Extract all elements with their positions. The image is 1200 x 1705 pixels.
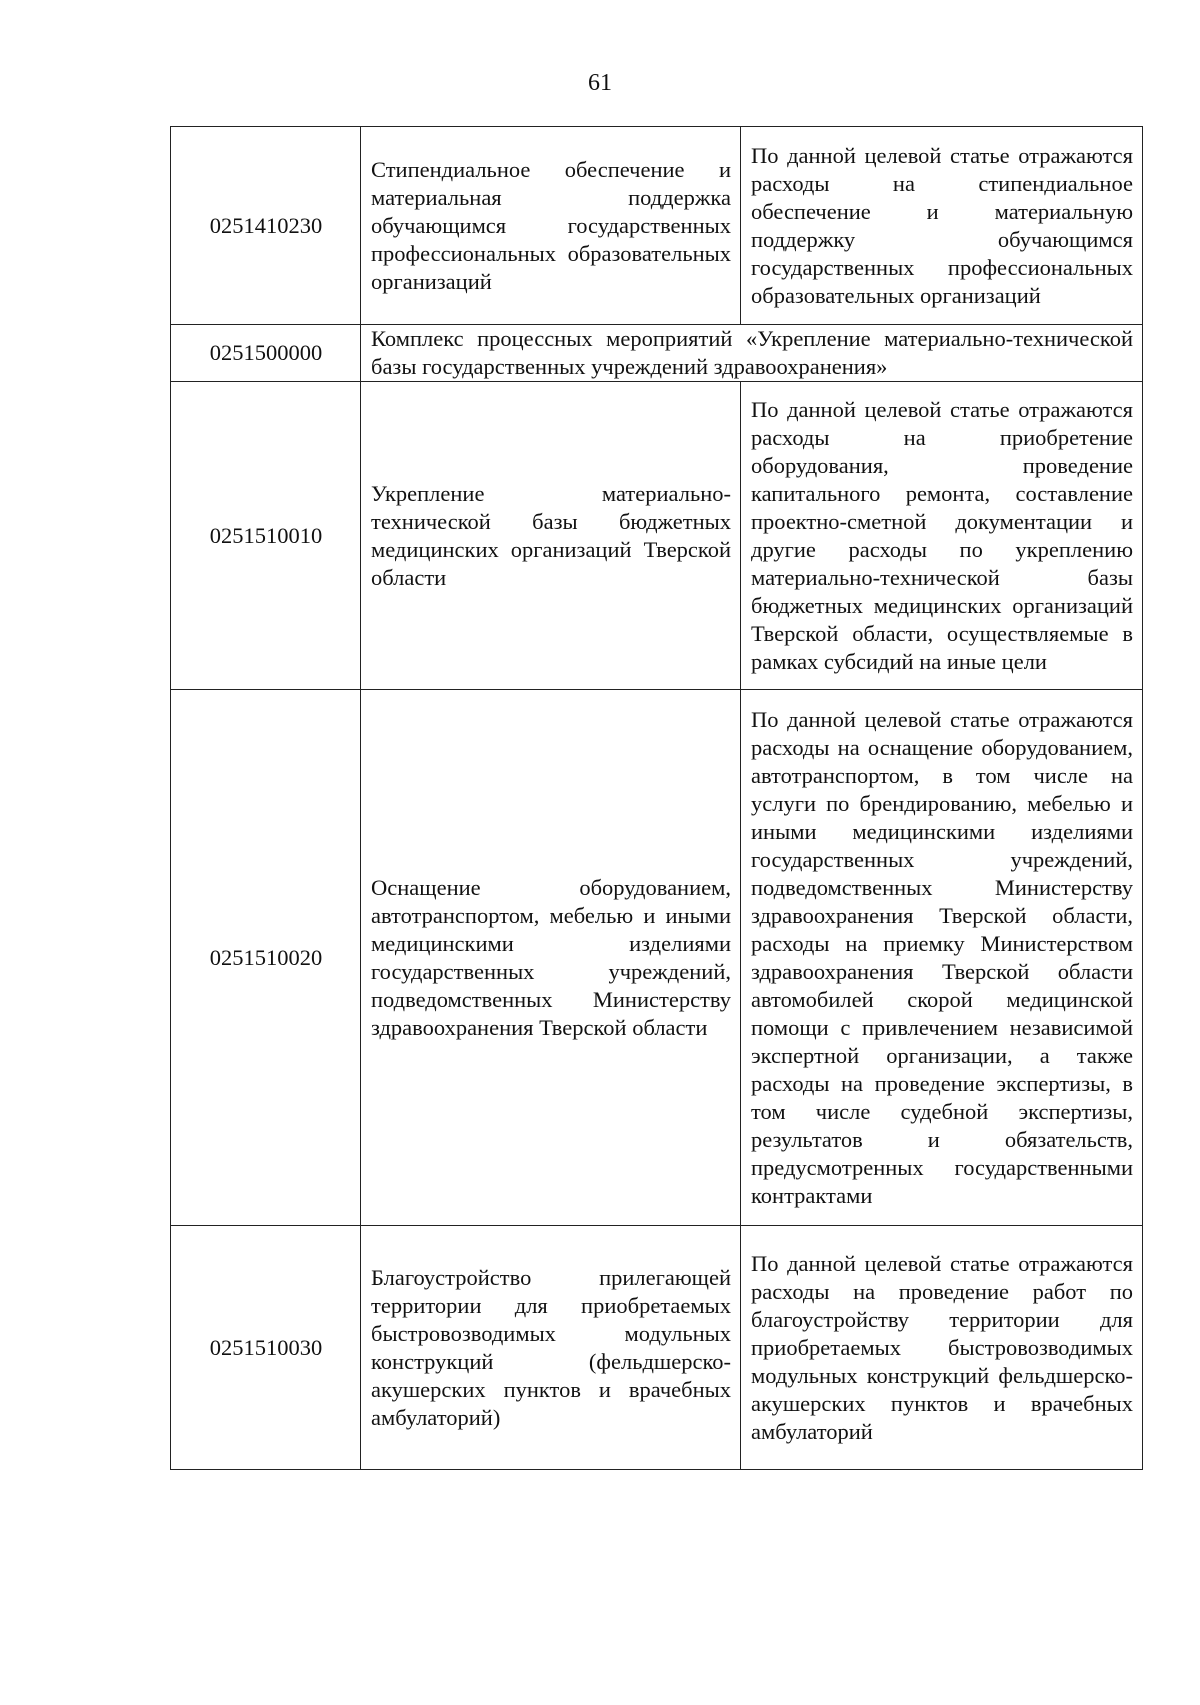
target-code-cell: 0251510020 [171, 690, 361, 1226]
target-name-cell: Благоустройство прилегающей территории для приобретаемых быстровозводимых модульных конструкций (фельдшерско-акушерских пунктов и врачебных амбулаторий) [361, 1226, 741, 1470]
budget-classification-table [170, 126, 1143, 1470]
target-description-cell: По данной целевой статье отражаются расходы на стипендиальное обеспечение и материальную поддержку обучающимся государственных профессиональных образовательных организаций [741, 127, 1143, 325]
table-row [171, 690, 1143, 1226]
target-description-cell: По данной целевой статье отражаются расходы на приобретение оборудования, проведение капитального ремонта, составление проектно-сметной документации и другие расходы по укреплению материально-технической базы бюджетных медицинских организаций Тверской области, осуществляемые в рамках субсидий на иные цели [741, 382, 1143, 690]
target-name-cell: Оснащение оборудованием, автотранспортом, мебелью и иными медицинскими изделиями государственных учреждений, подведомственных Министерству здравоохранения Тверской области [361, 690, 741, 1226]
target-name-cell: Укрепление материально-технической базы бюджетных медицинских организаций Тверской области [361, 382, 741, 690]
target-name-cell: Стипендиальное обеспечение и материальная поддержка обучающимся государственных профессиональных образовательных организаций [361, 127, 741, 325]
target-description-cell: По данной целевой статье отражаются расходы на проведение работ по благоустройству территории для приобретаемых быстровозводимых модульных конструкций фельдшерско-акушерских пунктов и врачебных амбулаторий [741, 1226, 1143, 1470]
target-code-cell: 0251410230 [171, 127, 361, 325]
target-code-cell: 0251510010 [171, 382, 361, 690]
target-description-cell: По данной целевой статье отражаются расходы на оснащение оборудованием, автотранспортом, в том числе на услуги по брендированию, мебелью и иными медицинскими изделиями государственных учреждений, подведомственных Министерству здравоохранения Тверской области, расходы на приемку Министерством здравоохранения Тверской области автомобилей скорой медицинской помощи с привлечением независимой экспертной организации, а также расходы на проведение экспертизы, в том числе судебной экспертизы, результатов и обязательств, предусмотренных государственными контрактами [741, 690, 1143, 1226]
process-complex-name-cell: Комплекс процессных мероприятий «Укрепление материально-технической базы государственных учреждений здравоохранения» [361, 325, 1143, 382]
page-number: 61 [588, 70, 612, 96]
table-row [171, 325, 1143, 382]
table-row [171, 1226, 1143, 1470]
target-code-cell: 0251510030 [171, 1226, 361, 1470]
target-code-cell: 0251500000 [171, 325, 361, 382]
table-row [171, 382, 1143, 690]
table-row [171, 127, 1143, 325]
